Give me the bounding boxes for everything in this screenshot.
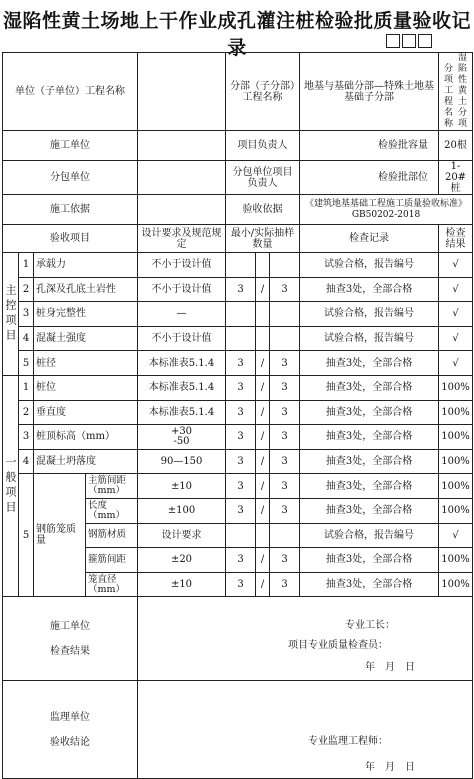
supervision-label-line2: 验收结论 bbox=[50, 736, 90, 748]
check-result: √ bbox=[439, 277, 473, 302]
column-header-row bbox=[3, 225, 473, 253]
check-result: 100% bbox=[439, 400, 473, 425]
design-requirement: 不小于设计值 bbox=[138, 253, 226, 278]
sample-min: 3 bbox=[226, 548, 256, 573]
engineer-label: 专业监理工程师： bbox=[308, 735, 389, 747]
division-label: 分部（子分部）工程名称 bbox=[226, 53, 300, 131]
design-requirement: 设计要求 bbox=[138, 523, 226, 548]
construction-signature-area[interactable] bbox=[138, 597, 473, 681]
check-record: 抽查3处，全部合格 bbox=[300, 425, 439, 450]
number-box[interactable] bbox=[418, 34, 432, 48]
item-name: 混凝土强度 bbox=[34, 326, 138, 351]
construction-check-label bbox=[3, 597, 138, 681]
sample-actual: 3 bbox=[270, 498, 300, 523]
construction-label-line2: 检查结果 bbox=[50, 645, 90, 657]
general-item-row bbox=[3, 400, 473, 425]
supervision-label-line1: 监理单位 bbox=[50, 711, 90, 723]
construction-label-line1: 施工单位 bbox=[50, 620, 90, 632]
sub-lead-label: 分包单位项目负责人 bbox=[226, 161, 300, 195]
check-record: 抽查3处，全部合格 bbox=[300, 351, 439, 376]
supervision-signature-area[interactable] bbox=[138, 681, 473, 779]
design-requirement: — bbox=[138, 302, 226, 327]
project-lead-label: 项目负责人 bbox=[226, 131, 300, 161]
check-record: 抽查3处，全部合格 bbox=[300, 375, 439, 400]
row-number: 2 bbox=[19, 277, 34, 302]
supervision-date: 年 月 日 bbox=[365, 761, 416, 773]
sample-min bbox=[226, 302, 256, 327]
cage-sub-row bbox=[3, 474, 473, 499]
main-item-row bbox=[3, 302, 473, 327]
number-box[interactable] bbox=[402, 34, 416, 48]
check-result: 100% bbox=[439, 572, 473, 597]
sample-actual: 3 bbox=[270, 425, 300, 450]
general-item-row bbox=[3, 449, 473, 474]
design-requirement: 90—150 bbox=[138, 449, 226, 474]
header-row-unit bbox=[3, 53, 473, 131]
sample-sep bbox=[256, 253, 270, 278]
cage-sub-name: 笼直径（mm） bbox=[86, 572, 138, 597]
sample-sep bbox=[256, 302, 270, 327]
unit-value[interactable] bbox=[138, 53, 226, 131]
header-row-basis bbox=[3, 195, 473, 225]
cage-sub-name: 钢筋材质 bbox=[86, 523, 138, 548]
design-requirement: ±20 bbox=[138, 548, 226, 573]
construction-unit-value[interactable] bbox=[138, 131, 226, 161]
sample-min: 3 bbox=[226, 572, 256, 597]
row-number: 2 bbox=[19, 400, 34, 425]
row-number: 3 bbox=[19, 425, 34, 450]
sample-sep: / bbox=[256, 498, 270, 523]
general-items bbox=[3, 375, 473, 596]
check-result: √ bbox=[439, 523, 473, 548]
sample-actual: 3 bbox=[270, 548, 300, 573]
batch-capacity-value: 20根 bbox=[439, 131, 473, 161]
sample-min: 3 bbox=[226, 498, 256, 523]
design-requirement: 本标准表5.1.4 bbox=[138, 400, 226, 425]
general-group-label: 一般项目 bbox=[3, 375, 19, 596]
cage-sub-name: 主筋间距（mm） bbox=[86, 474, 138, 499]
check-result: √ bbox=[439, 253, 473, 278]
check-record: 试验合格，报告编号 bbox=[300, 302, 439, 327]
design-requirement: 本标准表5.1.4 bbox=[138, 375, 226, 400]
item-name: 孔深及孔底土岩性 bbox=[34, 277, 138, 302]
sample-sep bbox=[256, 326, 270, 351]
sample-actual bbox=[270, 326, 300, 351]
sample-sep: / bbox=[256, 400, 270, 425]
col-design: 设计要求及规范规定 bbox=[138, 225, 226, 253]
foreman-label: 专业工长： bbox=[345, 619, 396, 631]
main-item-row bbox=[3, 326, 473, 351]
sample-actual: 3 bbox=[270, 375, 300, 400]
check-record: 试验合格，报告编号 bbox=[300, 253, 439, 278]
item-name: 承载力 bbox=[34, 253, 138, 278]
sample-min bbox=[226, 326, 256, 351]
item-name: 桩径 bbox=[34, 351, 138, 376]
cage-sub-name: 长度（mm） bbox=[86, 498, 138, 523]
acceptance-basis-value: 《建筑地基基础工程施工质量验收标准》GB50202-2018 bbox=[300, 195, 473, 225]
batch-capacity-label: 检验批容量 bbox=[378, 140, 429, 151]
sample-actual bbox=[270, 302, 300, 327]
subcontractor-label: 分包单位 bbox=[3, 161, 138, 195]
check-result: √ bbox=[439, 302, 473, 327]
document-title: 湿陷性黄土场地上干作业成孔灌注桩检验批质量验收记录 bbox=[2, 10, 471, 59]
division-value: 地基与基础分部—特殊土地基基础子分部 bbox=[300, 53, 439, 131]
sample-actual: 3 bbox=[270, 449, 300, 474]
check-result: √ bbox=[439, 326, 473, 351]
design-requirement: ±10 bbox=[138, 474, 226, 499]
item-name: 桩身完整性 bbox=[34, 302, 138, 327]
item-name: 桩顶标高（mm） bbox=[34, 425, 138, 450]
main-item-row bbox=[3, 277, 473, 302]
row-number: 3 bbox=[19, 302, 34, 327]
check-record: 抽查3处，全部合格 bbox=[300, 474, 439, 499]
number-box[interactable] bbox=[386, 34, 400, 48]
sample-min bbox=[226, 253, 256, 278]
sample-actual: 3 bbox=[270, 474, 300, 499]
check-result: 100% bbox=[439, 375, 473, 400]
main-group-label: 主控项目 bbox=[3, 253, 19, 376]
sample-actual: 3 bbox=[270, 400, 300, 425]
check-record: 抽查3处，全部合格 bbox=[300, 277, 439, 302]
check-record: 抽查3处，全部合格 bbox=[300, 572, 439, 597]
sample-actual: 3 bbox=[270, 572, 300, 597]
sample-actual: 3 bbox=[270, 351, 300, 376]
sample-sep: / bbox=[256, 548, 270, 573]
row-number: 5 bbox=[19, 474, 34, 597]
sample-sep: / bbox=[256, 425, 270, 450]
sample-sep: / bbox=[256, 449, 270, 474]
project-lead-value[interactable] bbox=[300, 131, 439, 161]
sample-min bbox=[226, 523, 256, 548]
design-requirement: 不小于设计值 bbox=[138, 326, 226, 351]
supervision-label bbox=[3, 681, 138, 779]
sample-min: 3 bbox=[226, 474, 256, 499]
basis-value[interactable] bbox=[138, 195, 226, 225]
main-item-row bbox=[3, 351, 473, 376]
cage-quality-label: 钢筋笼质量 bbox=[34, 474, 86, 597]
batch-part-value: 1-20#桩 bbox=[439, 161, 473, 195]
main-item-row bbox=[3, 253, 473, 278]
check-record: 抽查3处，全部合格 bbox=[300, 449, 439, 474]
col-result: 检查结果 bbox=[439, 225, 473, 253]
check-result: √ bbox=[439, 351, 473, 376]
row-number: 4 bbox=[19, 449, 34, 474]
sample-actual bbox=[270, 523, 300, 548]
inspector-label: 项目专业质量检查员： bbox=[288, 639, 389, 651]
cage-sub-name: 箍筋间距 bbox=[86, 548, 138, 573]
sample-sep: / bbox=[256, 474, 270, 499]
general-item-row bbox=[3, 375, 473, 400]
construction-unit-label: 施工单位 bbox=[3, 131, 138, 161]
construction-date: 年 月 日 bbox=[365, 661, 416, 673]
col-sampling: 最小/实际抽样数量 bbox=[226, 225, 300, 253]
check-record: 抽查3处，全部合格 bbox=[300, 400, 439, 425]
supervision-row bbox=[3, 681, 473, 779]
check-result: 100% bbox=[439, 474, 473, 499]
check-record: 试验合格，报告编号 bbox=[300, 523, 439, 548]
basis-label: 施工依据 bbox=[3, 195, 138, 225]
general-item-row bbox=[3, 425, 473, 450]
sample-sep: / bbox=[256, 277, 270, 302]
col-record: 检查记录 bbox=[300, 225, 439, 253]
check-result: 100% bbox=[439, 449, 473, 474]
sample-min: 3 bbox=[226, 375, 256, 400]
sample-min: 3 bbox=[226, 425, 256, 450]
acceptance-record-table bbox=[2, 52, 473, 779]
item-name: 桩位 bbox=[34, 375, 138, 400]
design-requirement: ±100 bbox=[138, 498, 226, 523]
col-item: 验收项目 bbox=[3, 225, 138, 253]
item-label-and-value bbox=[439, 53, 473, 131]
design-requirement: 本标准表5.1.4 bbox=[138, 351, 226, 376]
row-number: 1 bbox=[19, 253, 34, 278]
sample-min: 3 bbox=[226, 400, 256, 425]
sample-actual: 3 bbox=[270, 277, 300, 302]
acceptance-basis-label: 验收依据 bbox=[226, 195, 300, 225]
row-number: 1 bbox=[19, 375, 34, 400]
construction-check-row bbox=[3, 597, 473, 681]
check-result: 100% bbox=[439, 548, 473, 573]
sample-min: 3 bbox=[226, 351, 256, 376]
subcontractor-value[interactable] bbox=[138, 161, 226, 195]
sub-lead-value[interactable] bbox=[300, 161, 439, 195]
main-control-items bbox=[3, 253, 473, 376]
check-result: 100% bbox=[439, 425, 473, 450]
sample-min: 3 bbox=[226, 277, 256, 302]
sample-sep bbox=[256, 523, 270, 548]
design-requirement bbox=[138, 425, 226, 450]
design-requirement: 不小于设计值 bbox=[138, 277, 226, 302]
record-number-boxes[interactable] bbox=[386, 34, 432, 48]
unit-label: 单位（子单位）工程名称 bbox=[3, 53, 138, 131]
sample-actual bbox=[270, 253, 300, 278]
row-number: 5 bbox=[19, 351, 34, 376]
check-record: 抽查3处，全部合格 bbox=[300, 548, 439, 573]
item-value: 湿陷性黄土分项 bbox=[457, 53, 467, 129]
item-name: 混凝土坍落度 bbox=[34, 449, 138, 474]
sample-sep: / bbox=[256, 375, 270, 400]
item-name: 垂直度 bbox=[34, 400, 138, 425]
batch-part-label: 检验批部位 bbox=[378, 172, 429, 183]
header-row-subcontractor bbox=[3, 161, 473, 195]
check-record: 试验合格，报告编号 bbox=[300, 326, 439, 351]
check-record: 抽查3处，全部合格 bbox=[300, 498, 439, 523]
header-row-construction bbox=[3, 131, 473, 161]
design-upper: +30 bbox=[170, 425, 193, 437]
sample-sep: / bbox=[256, 351, 270, 376]
check-result: 100% bbox=[439, 498, 473, 523]
item-label: 分项工程名称 bbox=[444, 64, 454, 129]
row-number: 4 bbox=[19, 326, 34, 351]
design-lower: -50 bbox=[173, 435, 190, 447]
sample-sep: / bbox=[256, 572, 270, 597]
design-requirement: ±10 bbox=[138, 572, 226, 597]
sample-min: 3 bbox=[226, 449, 256, 474]
